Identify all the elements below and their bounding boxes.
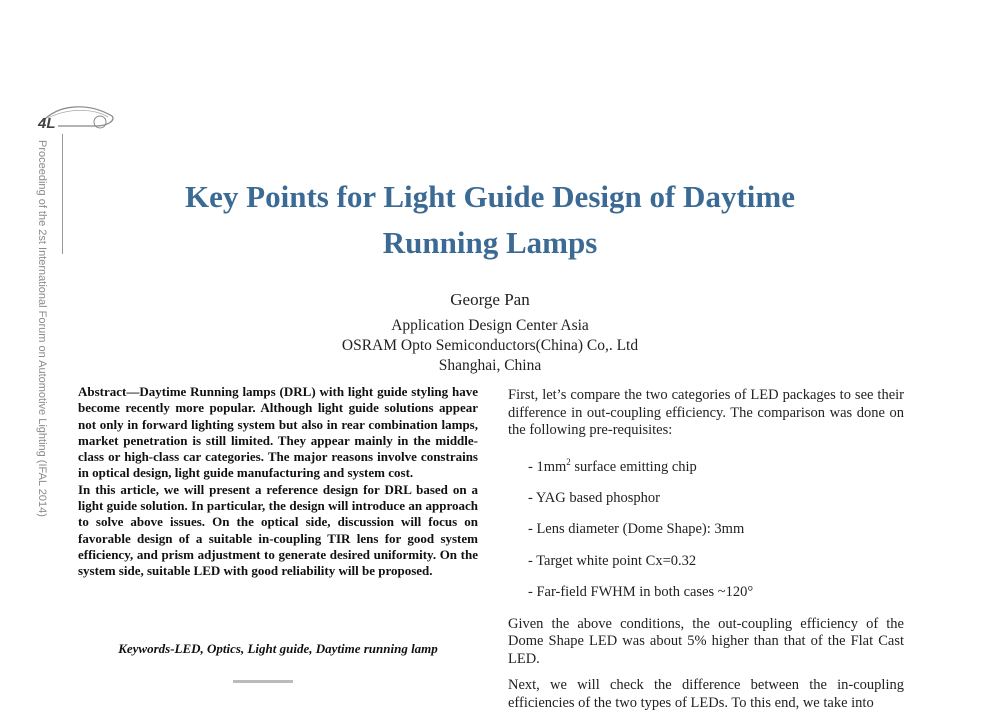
title-line-1: Key Points for Light Guide Design of Daytime xyxy=(185,179,795,214)
body-paragraph: Next, we will check the difference between the in-coupling efficiencies of the two types of LEDs. To this end, we take into xyxy=(508,677,904,711)
title-line-2: Running Lamps xyxy=(382,225,598,260)
body-paragraph: Given the above conditions, the out-coupling efficiency of the Dome Shape LED was about 5% higher than that of the Flat Cast LED. xyxy=(508,615,904,667)
side-divider xyxy=(62,134,63,254)
affiliation-line: OSRAM Opto Semiconductors(China) Co,. Ltd xyxy=(341,337,639,354)
author-name: George Pan xyxy=(450,290,530,309)
prerequisite-list xyxy=(528,454,904,602)
abstract-paragraph: Abstract—Daytime Running lamps (DRL) with light guide styling have become recently more popular. Although light guide solutions appear not only in forward lighting system but also in rear combination lamps, market penetration is still limited. They appear mainly in the middle-class or high-class car categories. The major reasons involve constrains in optical design, light guide manufacturing and system cost. xyxy=(78,384,478,481)
abstract-paragraph: In this article, we will present a reference design for DRL based on a light guide solution. In particular, the design will introduce an approach to solve above issues. On the optical side, discussion will focus on favorable design of a suitable in-coupling TIR lens for good system efficiency, and prism adjustment to generate desired uniformity. On the system side, suitable LED with good reliability will be proposed. xyxy=(78,481,478,579)
keywords: Keywords-LED, Optics, Light guide, Daytime running lamp xyxy=(118,641,438,656)
list-item: - Lens diameter (Dome Shape): 3mm xyxy=(528,521,745,538)
body-column xyxy=(508,387,904,721)
logo-text: 4L xyxy=(38,115,56,132)
list-item: - Target white point Cx=0.32 xyxy=(528,552,697,569)
list-item: - YAG based phosphor xyxy=(528,489,660,506)
author-block xyxy=(240,290,740,376)
side-caption-text: Proceeding of the 2st International Forum on Automotive Lighting (IFAL 2014) xyxy=(36,140,48,517)
side-caption xyxy=(30,140,50,517)
abstract xyxy=(78,384,478,580)
affiliation-line: Shanghai, China xyxy=(438,357,542,374)
list-item: - $1mm^2$ surface emitting chip xyxy=(528,456,697,475)
cutoff-heading xyxy=(233,676,313,684)
body-paragraph: First, let’s compare the two categories of LED packages to see their difference in out-coupling efficiency. The comparison was done on the following pre-requisites: xyxy=(508,387,904,438)
list-item: - Far-field FWHM in both cases ~120° xyxy=(528,584,754,601)
affiliation-line: Application Design Center Asia xyxy=(391,317,589,334)
page-title xyxy=(100,174,880,266)
